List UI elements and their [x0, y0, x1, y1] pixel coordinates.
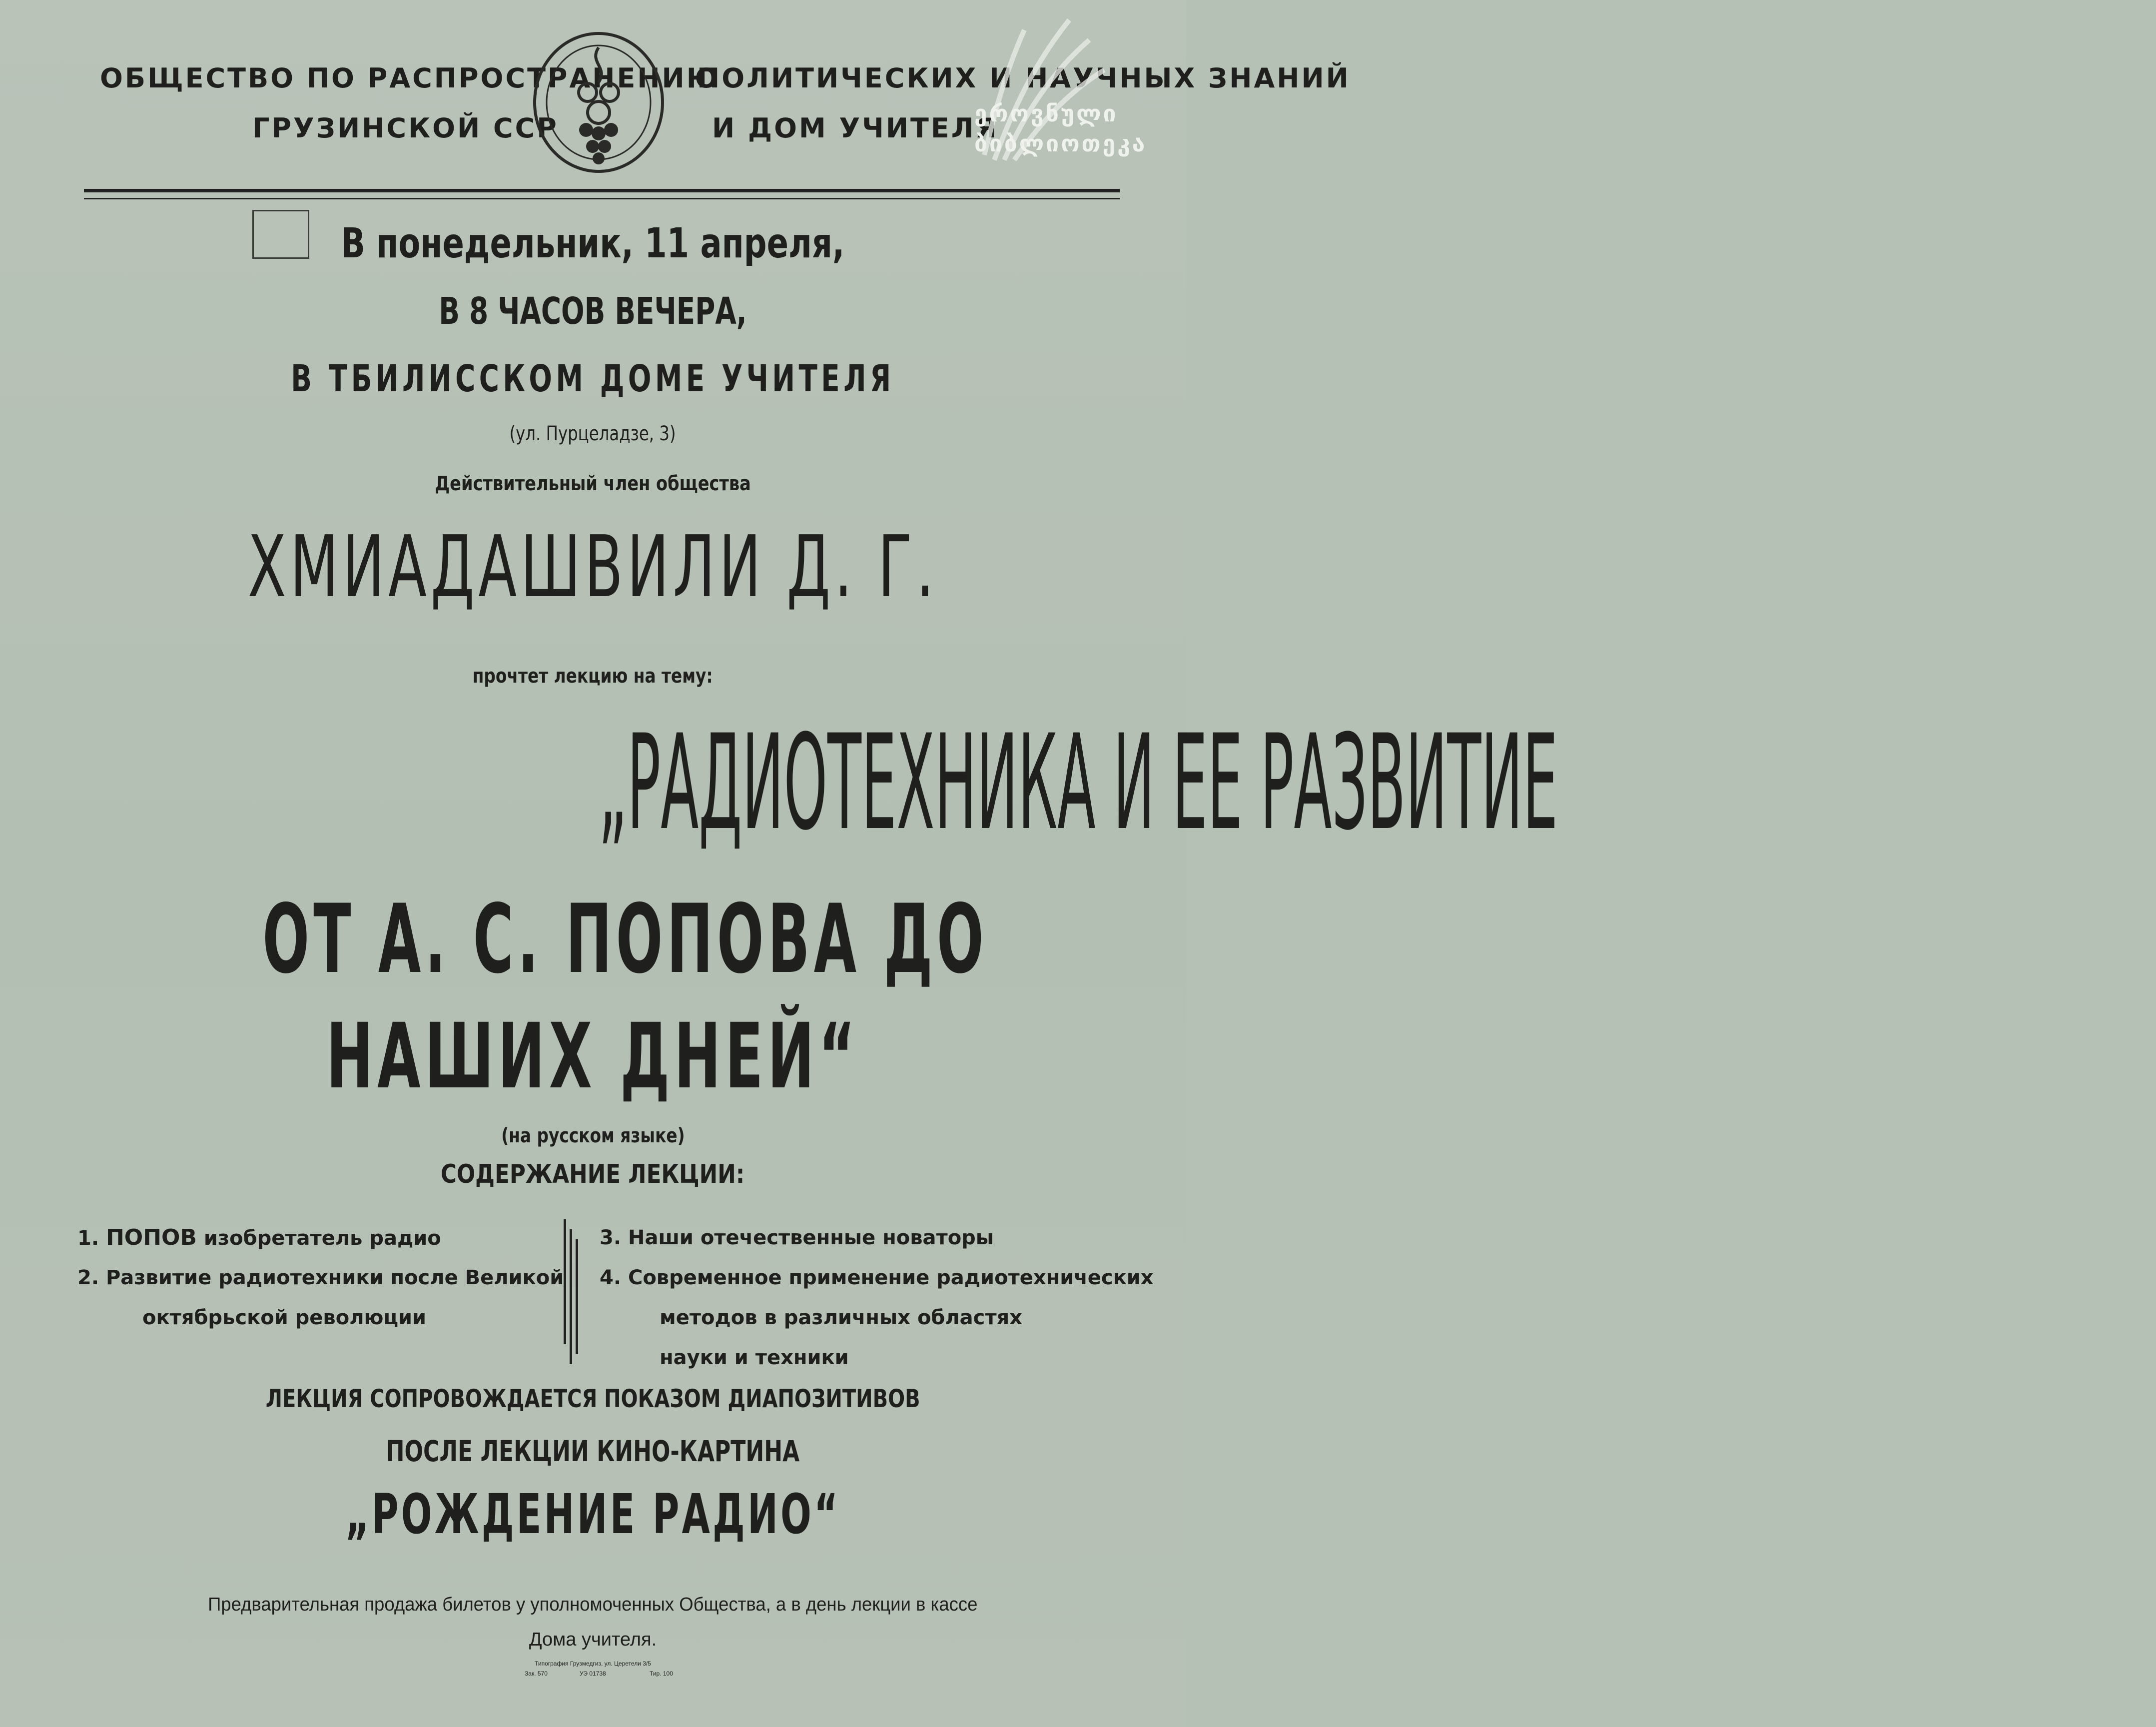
print-run: Тир. 100 — [650, 1670, 673, 1677]
column-divider-2 — [570, 1229, 572, 1364]
column-divider-1 — [564, 1219, 566, 1344]
lecture-title-line2: ОТ А. С. ПОПОВА ДО — [262, 884, 988, 994]
contents-item-3: 3. Наши отечественные новаторы — [600, 1226, 994, 1249]
contents-item-2: 2. Развитие радиотехники после Великой — [77, 1266, 564, 1289]
speaker-intro: Действительный член общества — [435, 472, 751, 495]
speaker-lead: прочтет лекцию на тему: — [473, 665, 713, 688]
contents-item-2-cont: октябрьской революции — [142, 1306, 427, 1329]
speaker-name: ХМИАДАШВИЛИ Д. Г. — [247, 518, 938, 617]
print-order: Зак. 570 — [525, 1670, 548, 1677]
film-intro: ПОСЛЕ ЛЕКЦИИ КИНО-КАРТИНА — [386, 1434, 800, 1468]
contents-item-4: 4. Современное применение радиотехнических — [600, 1266, 1154, 1289]
header-rule-thick — [84, 189, 1120, 192]
event-address: (ул. Пурцеладзе, 3) — [509, 422, 677, 445]
column-divider-3 — [576, 1239, 578, 1354]
library-seal-icon — [529, 27, 669, 177]
event-time: В 8 ЧАСОВ ВЕЧЕРА, — [439, 290, 747, 333]
contents-item-4-cont2: науки и техники — [660, 1346, 849, 1369]
film-title: „РОЖДЕНИЕ РАДИО“ — [345, 1482, 840, 1546]
watermark-text: ეროვნული — [974, 100, 1118, 127]
contents-item-4-cont1: методов в различных областях — [660, 1306, 1023, 1329]
contents-item-1: 1. ПОПОВ изобретатель радио — [77, 1225, 441, 1250]
header-left-line2: ГРУЗИНСКОЙ ССР — [252, 112, 559, 144]
event-venue: В ТБИЛИССКОМ ДОМЕ УЧИТЕЛЯ — [291, 357, 895, 400]
print-code: УЭ 01738 — [580, 1670, 606, 1677]
contents-heading: СОДЕРЖАНИЕ ЛЕКЦИИ: — [441, 1159, 745, 1189]
watermark-text-2: ბიბლიოთეკა — [974, 130, 1147, 157]
lecture-title-line1: „РАДИОТЕХНИКА И ЕЕ РАЗВИТИЕ — [598, 706, 1558, 859]
lecture-language: (на русском языке) — [501, 1124, 685, 1147]
print-info-line1: Типография Грузмедгиз, ул. Церетели 3/5 — [535, 1660, 651, 1667]
header-right-line1: ПОЛИТИЧЕСКИХ И НАУЧНЫХ ЗНАНИЙ — [697, 62, 1351, 94]
header-left-line1: ОБЩЕСТВО ПО РАСПРОСТРАНЕНИЮ — [100, 62, 720, 94]
slides-note: ЛЕКЦИЯ СОПРОВОЖДАЕТСЯ ПОКАЗОМ ДИАПОЗИТИВОВ — [265, 1384, 920, 1413]
lecture-title-line3: НАШИХ ДНЕЙ“ — [326, 1004, 860, 1109]
event-day: В понедельник, 11 апреля, — [341, 220, 845, 267]
header-right-line2: И ДОМ УЧИТЕЛЯ — [712, 112, 999, 144]
footer-line1: Предварительная продажа билетов у уполномоченных Общества, а в день лекции в кассе — [208, 1594, 978, 1615]
footer-line2: Дома учителя. — [529, 1629, 657, 1650]
header-rule-thin — [84, 198, 1120, 199]
